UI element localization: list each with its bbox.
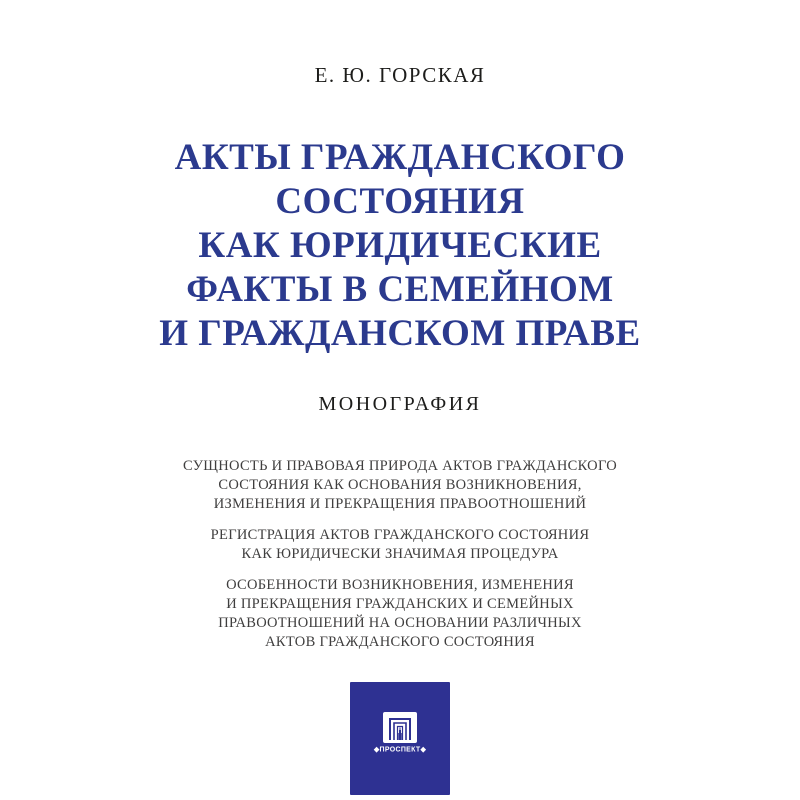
- publisher-name-label: ◆ПРОСПЕКТ◆: [373, 746, 427, 754]
- annotation-block: [0, 457, 800, 664]
- title-line-5: И ГРАЖДАНСКОМ ПРАВЕ: [159, 313, 641, 354]
- annotation-paragraph-3: [0, 576, 800, 652]
- title-line-4: ФАКТЫ В СЕМЕЙНОМ: [186, 269, 614, 310]
- subtitle-monograph: МОНОГРАФИЯ: [318, 393, 482, 415]
- annotation-paragraph-1: [0, 457, 800, 514]
- annotation-line: СОСТОЯНИЯ КАК ОСНОВАНИЯ ВОЗНИКНОВЕНИЯ,: [218, 477, 582, 493]
- title-line-2: СОСТОЯНИЯ: [275, 181, 525, 222]
- annotation-line: И ПРЕКРАЩЕНИЯ ГРАЖДАНСКИХ И СЕМЕЙНЫХ: [226, 596, 574, 612]
- annotation-line: ОСОБЕННОСТИ ВОЗНИКНОВЕНИЯ, ИЗМЕНЕНИЯ: [226, 577, 574, 593]
- annotation-line: ИЗМЕНЕНИЯ И ПРЕКРАЩЕНИЯ ПРАВООТНОШЕНИЙ: [213, 496, 587, 512]
- author-name: Е. Ю. ГОРСКАЯ: [314, 63, 486, 87]
- annotation-line: СУЩНОСТЬ И ПРАВОВАЯ ПРИРОДА АКТОВ ГРАЖДАНСКОГО: [182, 458, 618, 474]
- annotation-line: РЕГИСТРАЦИЯ АКТОВ ГРАЖДАНСКОГО СОСТОЯНИЯ: [210, 527, 590, 543]
- book-title: [0, 136, 800, 356]
- title-line-1: АКТЫ ГРАЖДАНСКОГО: [174, 137, 626, 178]
- annotation-line: ПРАВООТНОШЕНИЙ НА ОСНОВАНИИ РАЗЛИЧНЫХ: [218, 615, 582, 631]
- annotation-paragraph-2: [0, 526, 800, 564]
- annotation-line: КАК ЮРИДИЧЕСКИ ЗНАЧИМАЯ ПРОЦЕДУРА: [241, 546, 559, 562]
- annotation-line: АКТОВ ГРАЖДАНСКОГО СОСТОЯНИЯ: [265, 634, 535, 650]
- title-line-3: КАК ЮРИДИЧЕСКИЕ: [198, 225, 602, 266]
- prospekt-publisher-logo: [350, 682, 450, 795]
